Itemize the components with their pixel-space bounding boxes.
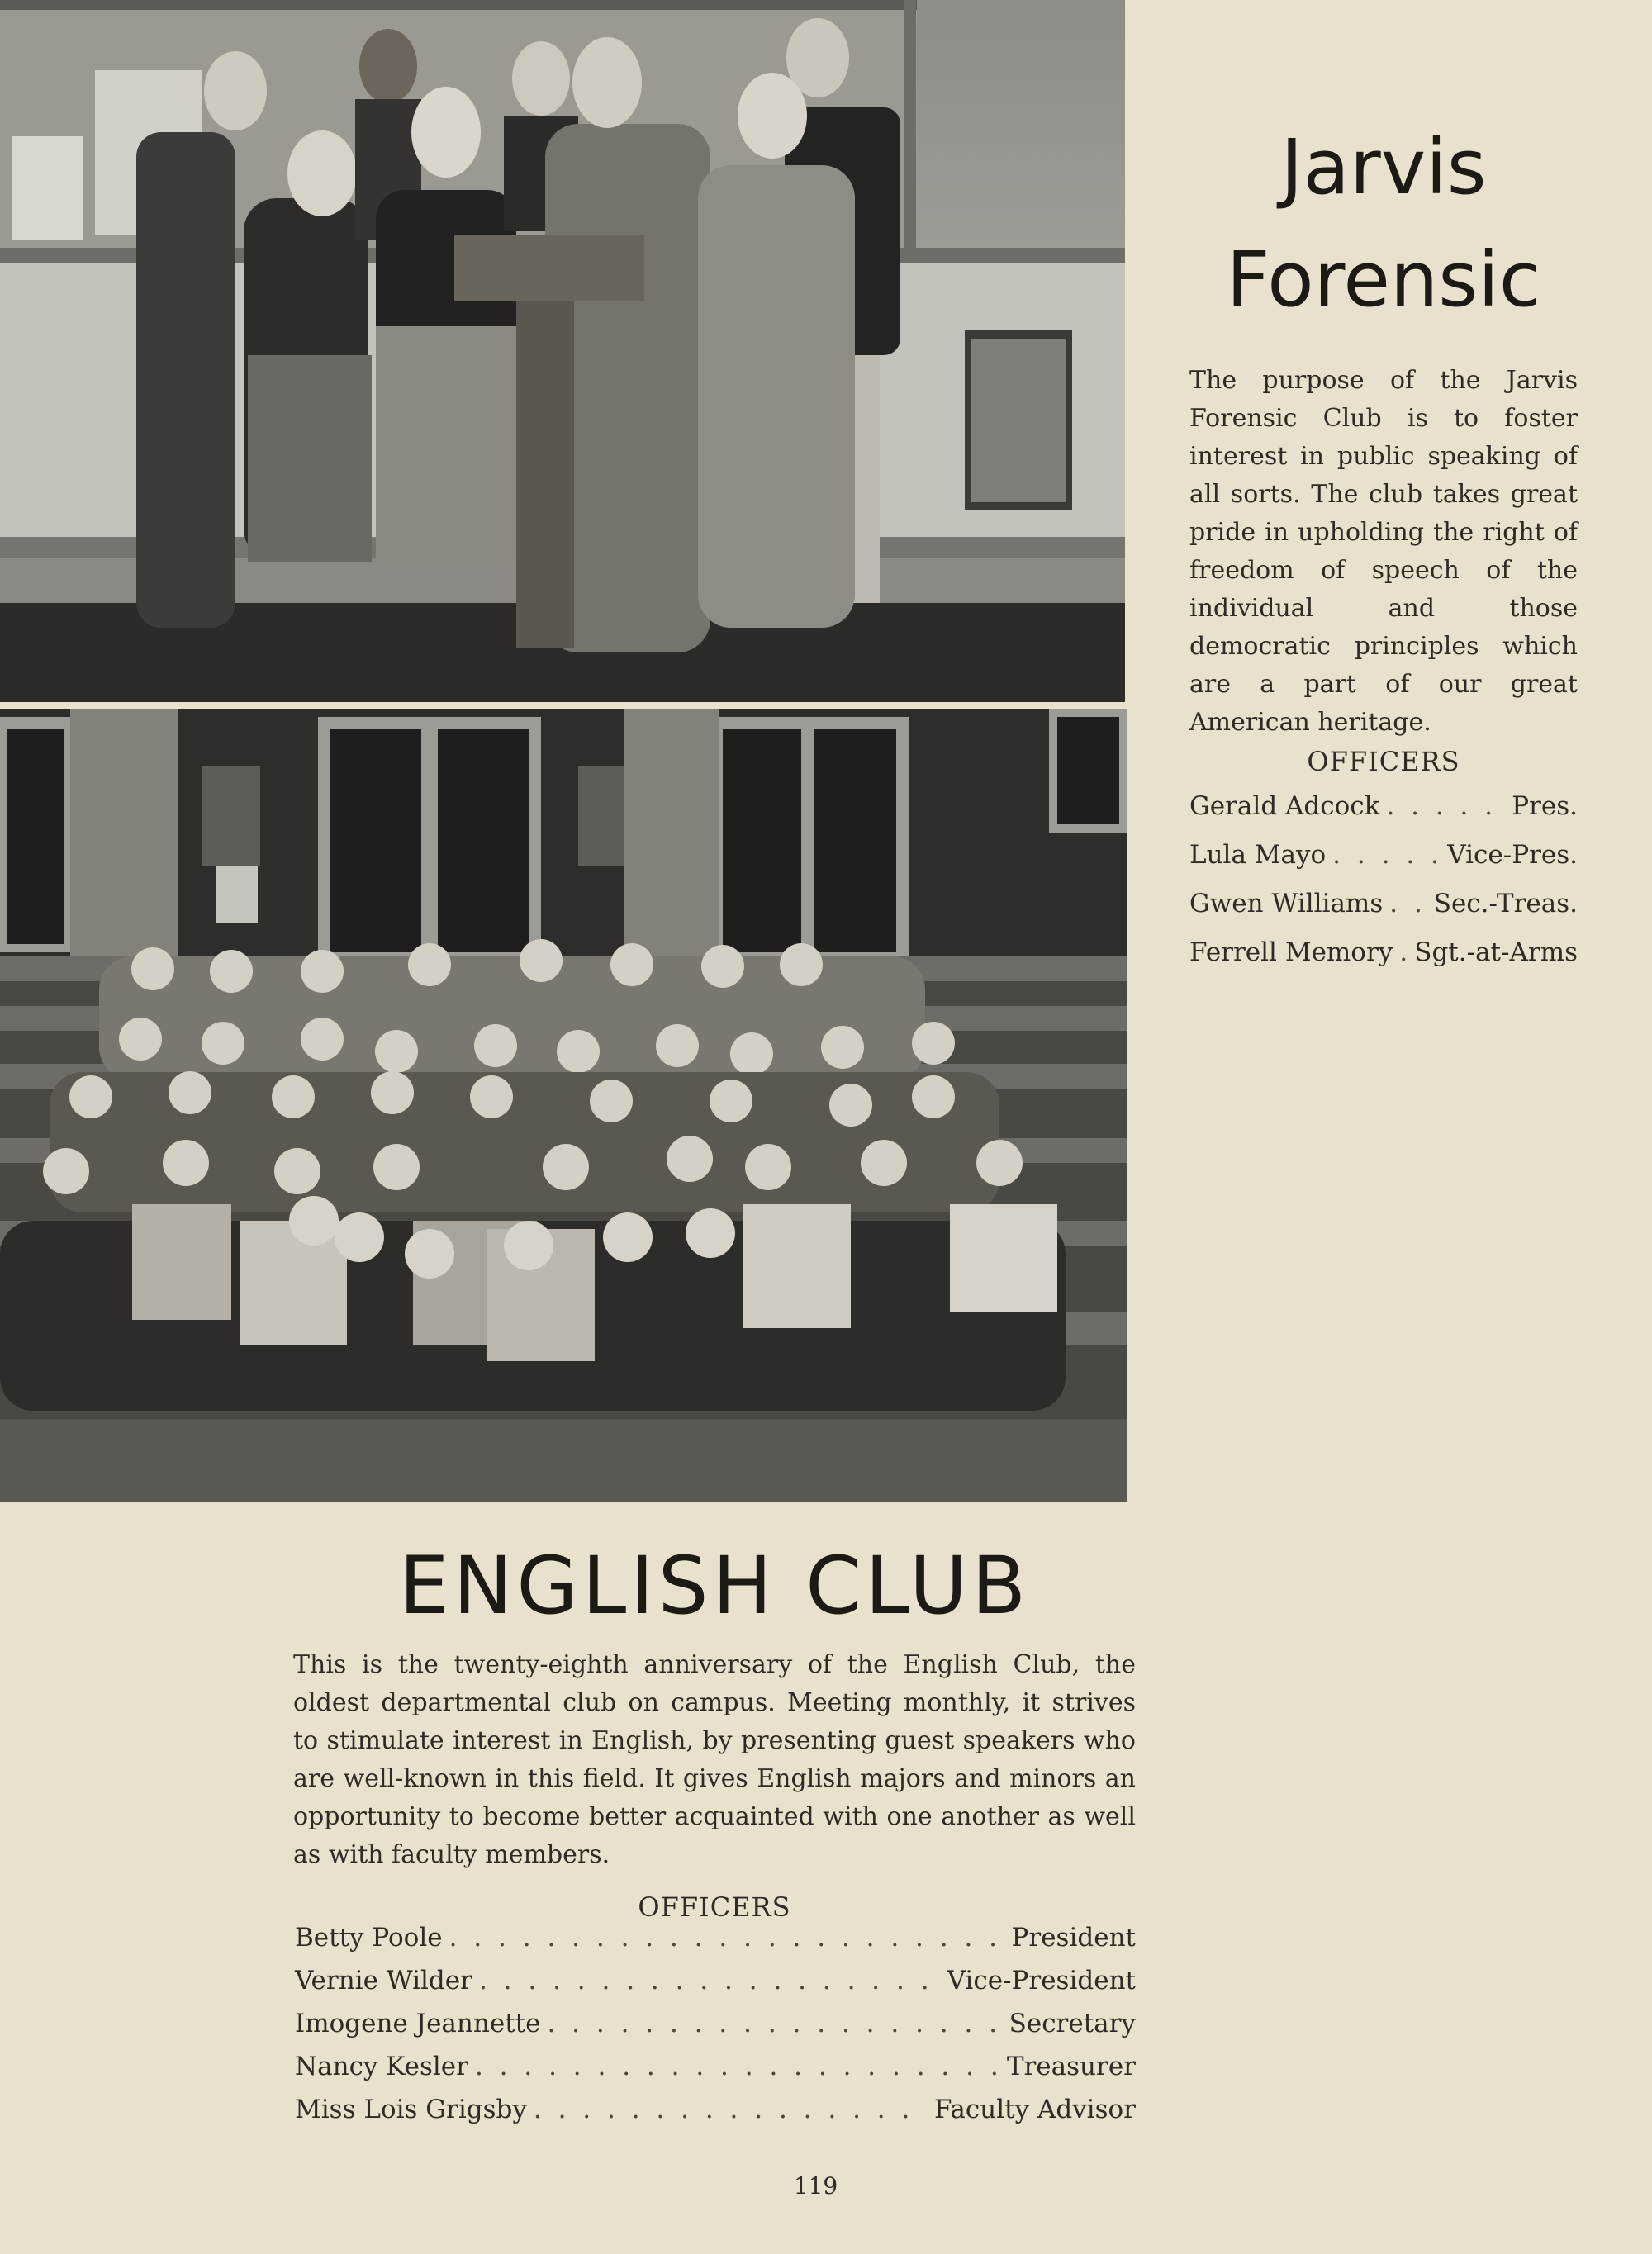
leader-dots	[1389, 889, 1427, 918]
officer-row	[295, 1966, 1136, 2009]
english-officers-list	[295, 1923, 1136, 2138]
officer-name: Ferrell Memory	[1189, 937, 1393, 967]
english-club-description: This is the twenty-eighth anniversary of the English Club, the oldest departmental club on campus. Meeting monthly, it strives to stimulate interest in English, by presenting guest speakers who are well-known in this field. It gives English majors and minors an opportunity to become better acquainted with one another as well as with faculty members.	[293, 1650, 1136, 1869]
officer-row	[295, 2052, 1136, 2095]
officer-role: President	[1011, 1923, 1136, 1953]
officer-row	[1189, 937, 1578, 986]
leader-dots	[449, 1923, 1005, 1953]
officer-role: Treasurer	[1006, 2052, 1136, 2081]
officer-row	[1189, 791, 1578, 840]
leader-dots	[479, 1966, 941, 1995]
officer-name: Nancy Kesler	[295, 2052, 468, 2081]
officer-name: Betty Poole	[295, 1923, 443, 1953]
english-club-title: ENGLISH CLUB	[398, 1540, 1031, 1632]
officer-role: Vice-Pres.	[1447, 840, 1578, 870]
officer-name: Gerald Adcock	[1189, 791, 1380, 821]
officer-role: Faculty Advisor	[933, 2095, 1136, 2124]
officer-name: Gwen Williams	[1189, 889, 1384, 918]
officer-role: Sgt.-at-Arms	[1414, 937, 1578, 967]
leader-dots	[1399, 937, 1408, 967]
english-club-group-photo	[0, 709, 1127, 1502]
leader-dots	[475, 2052, 1000, 2081]
officer-role: Sec.-Treas.	[1433, 889, 1578, 918]
officer-role: Pres.	[1512, 791, 1578, 821]
officer-row	[1189, 889, 1578, 937]
officer-row	[295, 1923, 1136, 1966]
english-officers-heading: OFFICERS	[638, 1891, 791, 1923]
officer-role: Secretary	[1009, 2009, 1136, 2038]
officer-row	[295, 2095, 1136, 2138]
officer-name: Lula Mayo	[1189, 840, 1327, 870]
page-number: 119	[793, 2172, 838, 2199]
jarvis-officers-list	[1189, 791, 1578, 986]
jarvis-forensic-group-photo	[0, 0, 1125, 702]
officer-row	[1189, 840, 1578, 889]
jarvis-officers-heading: OFFICERS	[1307, 746, 1460, 777]
officer-name: Vernie Wilder	[295, 1966, 472, 1995]
officer-name: Miss Lois Grigsby	[295, 2095, 527, 2124]
officer-row	[295, 2009, 1136, 2052]
leader-dots	[534, 2095, 928, 2124]
officer-role: Vice-President	[947, 1966, 1136, 1995]
officer-name: Imogene Jeannette	[295, 2009, 541, 2038]
jarvis-forensic-description: The purpose of the Jarvis Forensic Club is to foster interest in public speaking of all sorts. The club takes great pride in upholding the right of freedom of speech of the individual and those democratic principles which are a part of our great American heritage.	[1189, 366, 1578, 737]
jarvis-forensic-title: Jarvis Forensic	[1226, 123, 1541, 324]
leader-dots	[1332, 840, 1441, 870]
leader-dots	[547, 2009, 1002, 2038]
leader-dots	[1386, 791, 1505, 821]
